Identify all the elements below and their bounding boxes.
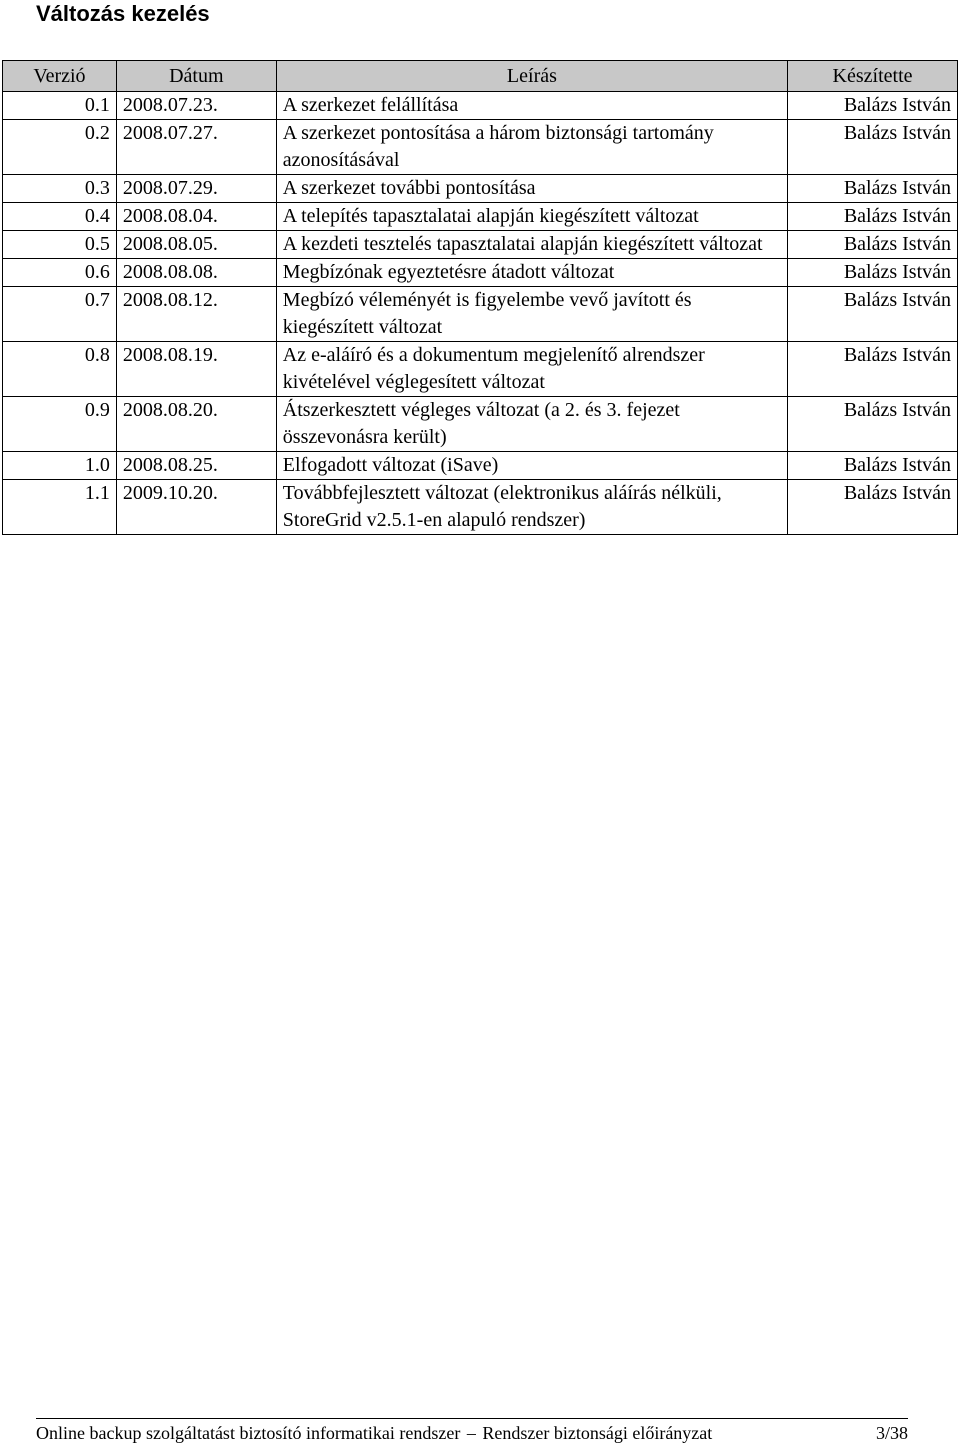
- footer-section: Rendszer biztonsági előirányzat: [482, 1423, 713, 1443]
- cell-author: Balázs István: [788, 231, 958, 259]
- change-history-table: [2, 60, 958, 535]
- cell-author: Balázs István: [788, 203, 958, 231]
- header-author: Készítette: [788, 61, 958, 92]
- cell-version: 0.9: [3, 397, 117, 452]
- cell-description: A szerkezet pontosítása a három biztonsági tartomány azonosításával: [276, 120, 787, 175]
- cell-description: Elfogadott változat (iSave): [276, 452, 787, 480]
- header-date: Dátum: [116, 61, 276, 92]
- cell-version: 0.2: [3, 120, 117, 175]
- table-row: [3, 175, 958, 203]
- cell-date: 2009.10.20.: [116, 480, 276, 535]
- cell-author: Balázs István: [788, 175, 958, 203]
- cell-author: Balázs István: [788, 480, 958, 535]
- cell-author: Balázs István: [788, 452, 958, 480]
- cell-date: 2008.07.27.: [116, 120, 276, 175]
- table-row: [3, 342, 958, 397]
- table-body: [3, 92, 958, 535]
- page-title: Változás kezelés: [36, 1, 210, 26]
- table-row: [3, 203, 958, 231]
- cell-author: Balázs István: [788, 287, 958, 342]
- table-row: [3, 231, 958, 259]
- cell-version: 0.5: [3, 231, 117, 259]
- cell-version: 1.1: [3, 480, 117, 535]
- cell-author: Balázs István: [788, 92, 958, 120]
- footer-doc-title: Online backup szolgáltatást biztosító informatikai rendszer: [36, 1423, 461, 1443]
- cell-date: 2008.08.05.: [116, 231, 276, 259]
- cell-date: 2008.08.20.: [116, 397, 276, 452]
- table-row: [3, 92, 958, 120]
- cell-version: 0.1: [3, 92, 117, 120]
- cell-description: Megbízónak egyeztetésre átadott változat: [276, 259, 787, 287]
- footer-page-number: 3/38: [875, 1423, 908, 1443]
- table-header-row: [3, 61, 958, 92]
- cell-description: Továbbfejlesztett változat (elektronikus aláírás nélküli, StoreGrid v2.5.1-en alapuló rendszer): [276, 480, 787, 535]
- cell-description: Átszerkesztett végleges változat (a 2. és 3. fejezet összevonásra került): [276, 397, 787, 452]
- cell-description: A szerkezet további pontosítása: [276, 175, 787, 203]
- table-row: [3, 120, 958, 175]
- cell-author: Balázs István: [788, 342, 958, 397]
- cell-version: 0.3: [3, 175, 117, 203]
- footer-separator: –: [466, 1423, 476, 1443]
- cell-date: 2008.08.04.: [116, 203, 276, 231]
- table-row: [3, 397, 958, 452]
- cell-author: Balázs István: [788, 259, 958, 287]
- header-version: Verzió: [3, 61, 117, 92]
- cell-date: 2008.08.19.: [116, 342, 276, 397]
- cell-description: A szerkezet felállítása: [276, 92, 787, 120]
- cell-version: 0.7: [3, 287, 117, 342]
- header-description: Leírás: [276, 61, 787, 92]
- table-row: [3, 480, 958, 535]
- cell-date: 2008.08.08.: [116, 259, 276, 287]
- cell-description: Megbízó véleményét is figyelembe vevő javított és kiegészített változat: [276, 287, 787, 342]
- cell-author: Balázs István: [788, 397, 958, 452]
- cell-date: 2008.08.12.: [116, 287, 276, 342]
- cell-version: 1.0: [3, 452, 117, 480]
- cell-version: 0.6: [3, 259, 117, 287]
- cell-description: A kezdeti tesztelés tapasztalatai alapján kiegészített változat: [276, 231, 787, 259]
- cell-version: 0.8: [3, 342, 117, 397]
- cell-version: 0.4: [3, 203, 117, 231]
- table-row: [3, 287, 958, 342]
- cell-date: 2008.07.23.: [116, 92, 276, 120]
- page-footer: [36, 1418, 908, 1445]
- cell-description: Az e-aláíró és a dokumentum megjelenítő alrendszer kivételével véglegesített változat: [276, 342, 787, 397]
- cell-date: 2008.07.29.: [116, 175, 276, 203]
- footer-title-group: [36, 1421, 712, 1445]
- cell-author: Balázs István: [788, 120, 958, 175]
- cell-date: 2008.08.25.: [116, 452, 276, 480]
- table-row: [3, 452, 958, 480]
- table-row: [3, 259, 958, 287]
- cell-description: A telepítés tapasztalatai alapján kiegészített változat: [276, 203, 787, 231]
